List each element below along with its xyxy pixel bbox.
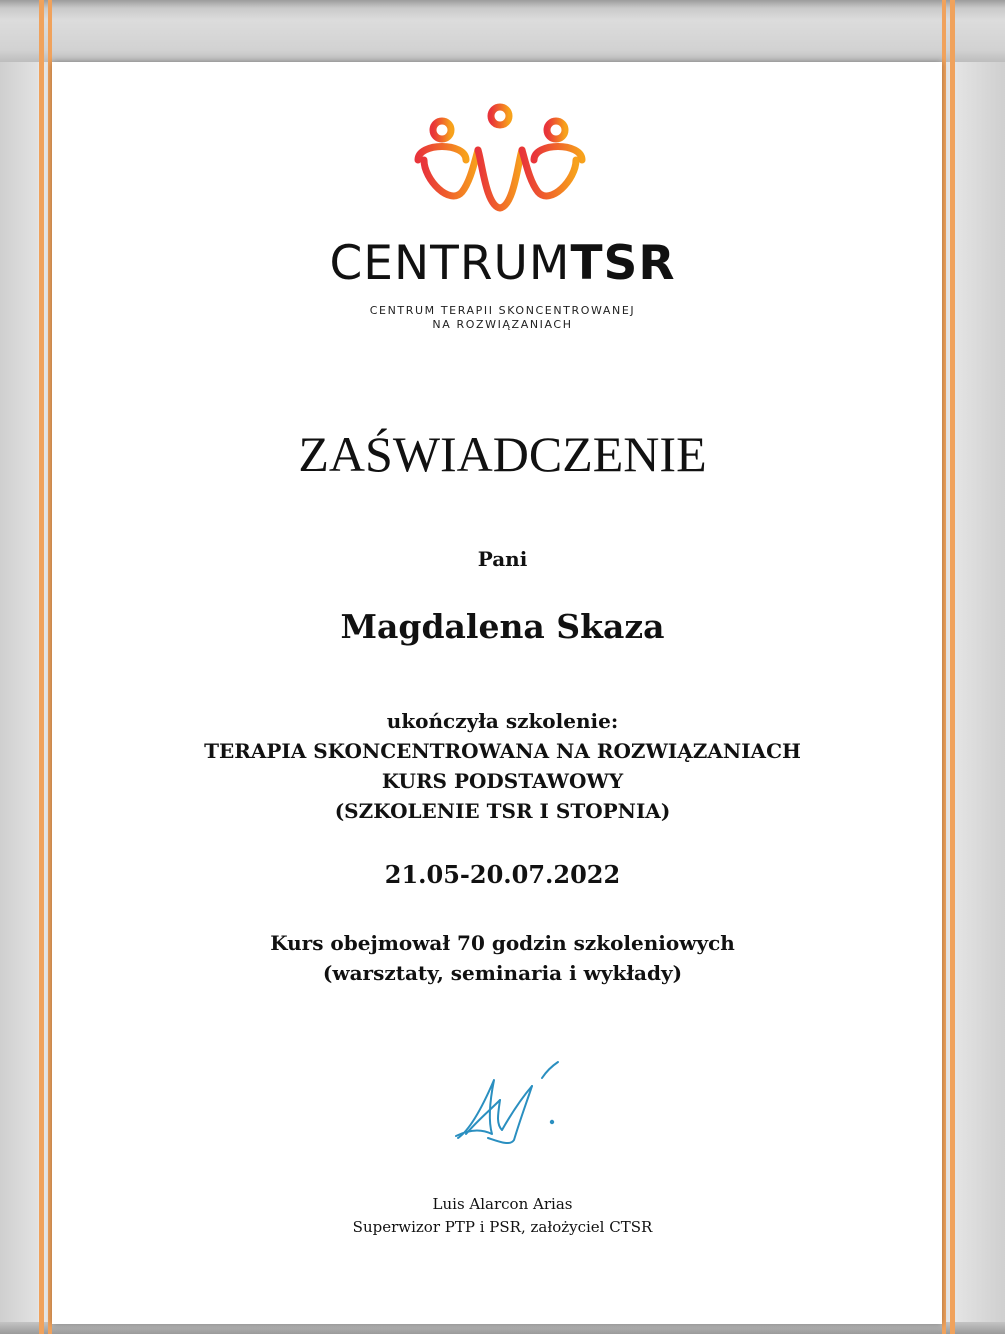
signatory-role: Superwizor PTP i PSR, założyciel CTSR [352,1218,653,1236]
recipient-name: Magdalena Skaza [340,607,665,646]
brand-tagline-line1: CENTRUM TERAPII SKONCENTROWANEJ [369,304,636,317]
hours-line2: (warsztaty, seminaria i wykłady) [322,961,683,985]
brand-wordmark [0,236,1005,292]
course-block [0,706,1005,826]
salutation: Pani [477,547,528,571]
course-name-line2: KURS PODSTAWOWY [381,769,624,793]
right-accent-stripe-inner [942,0,946,1334]
completed-label: ukończyła szkolenie: [386,709,619,733]
three-people-icon [410,102,590,218]
certificate-title: ZAŚWIADCZENIE [298,426,707,482]
course-dates: 21.05-20.07.2022 [384,860,621,889]
left-accent-stripe-outer [39,0,44,1334]
right-margin-shade [955,0,1005,1334]
right-accent-stripe-outer [950,0,955,1334]
course-name-line3: (SZKOLENIE TSR I STOPNIA) [334,799,671,823]
signatory-name: Luis Alarcon Arias [432,1195,573,1213]
hours-block [0,928,1005,988]
hours-line1: Kurs obejmował 70 godzin szkoleniowych [270,931,735,955]
handwritten-signature [448,1060,568,1146]
document-top-bar [0,0,1005,62]
brand-wordmark-bold: TSR [570,236,676,291]
brand-tagline-line2: NA ROZWIĄZANIACH [432,318,573,331]
brand-wordmark-light: CENTRUM [329,236,571,291]
course-name-line1: TERAPIA SKONCENTROWANA NA ROZWIĄZANIACH [204,739,801,763]
left-margin-shade [0,0,38,1334]
